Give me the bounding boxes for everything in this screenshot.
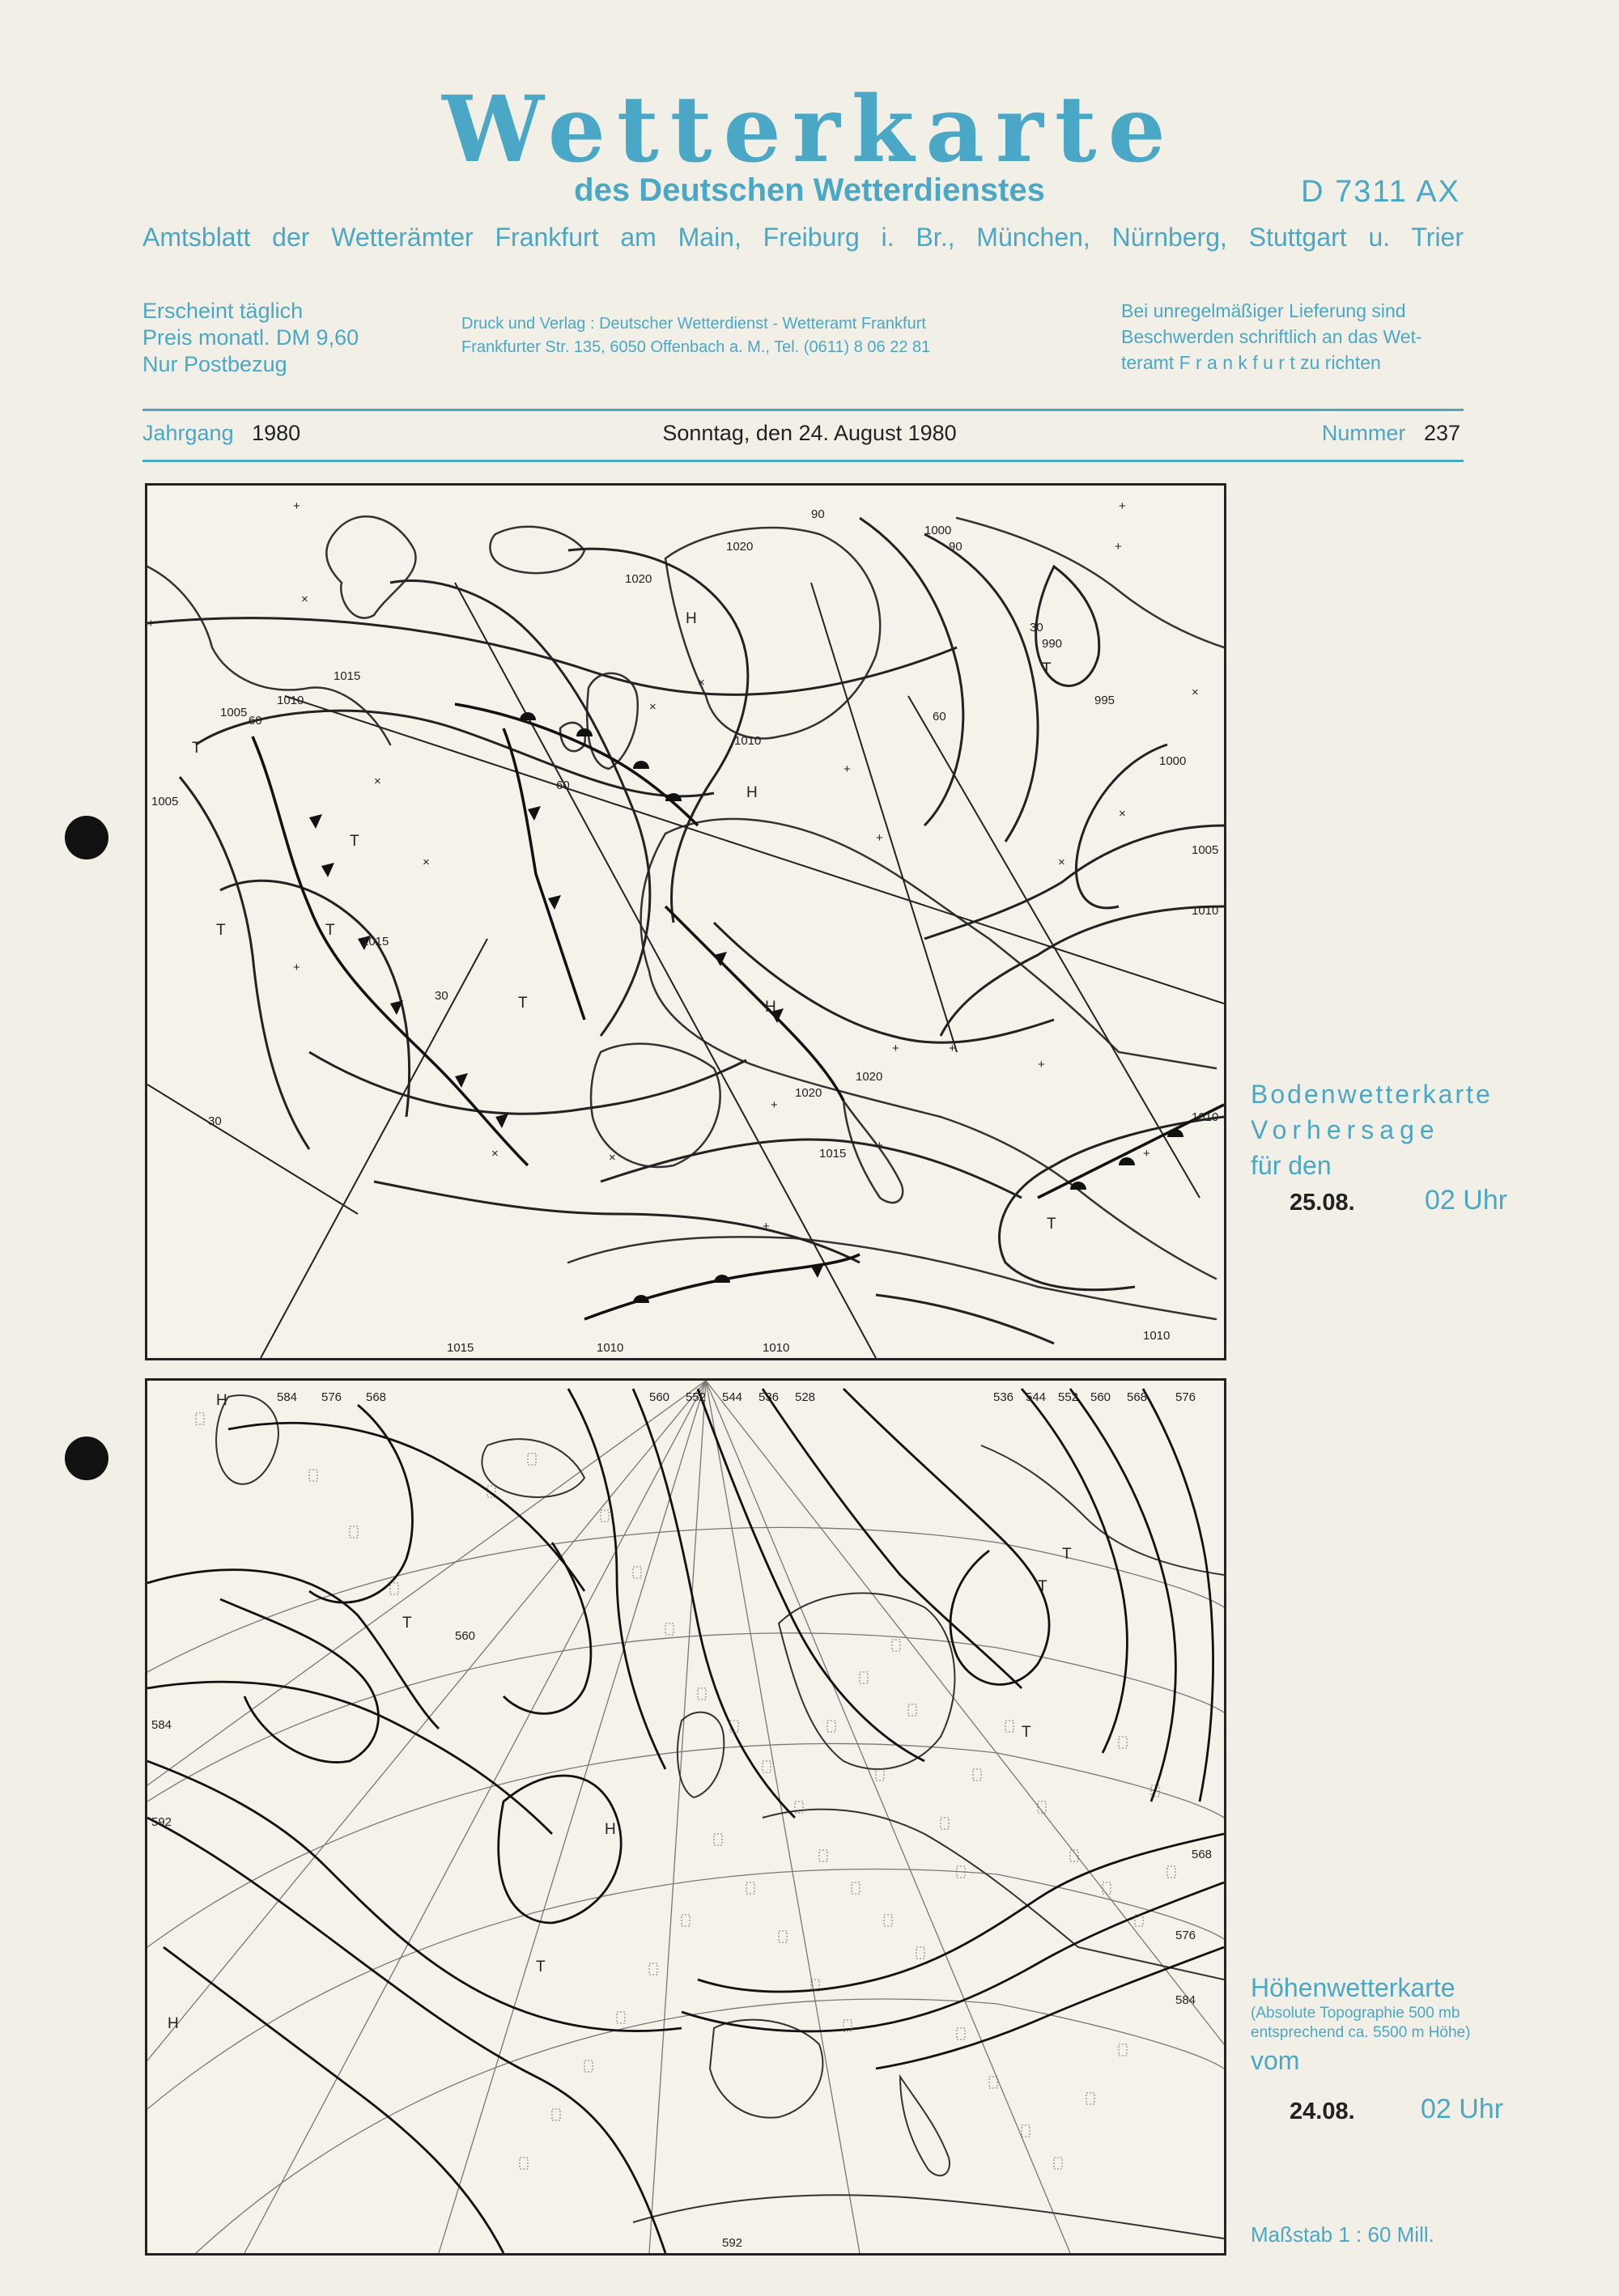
svg-text:×: × [1058,855,1065,869]
station-plot-mark [860,1672,868,1683]
svg-text:×: × [609,1151,616,1165]
station-plot-mark [1086,2093,1094,2104]
svg-text:+: + [1143,1147,1150,1161]
isobar-label: 1010 [1143,1329,1171,1343]
isobar-label: 1010 [1192,1110,1219,1124]
thickness-label: 90 [949,540,962,554]
pressure-center-group [192,610,1056,1233]
front-southwest [584,1254,860,1319]
thickness-label: 90 [811,507,825,521]
contour-label-top: 552 [1058,1390,1079,1404]
info-line: Nur Postbezug [142,352,287,376]
isobar-label: 1000 [1159,754,1187,768]
upper-caption [1251,1971,1470,2078]
isobar-label-group [151,524,1218,1355]
pressure-center-label: T [350,833,359,850]
svg-text:+: + [293,961,300,974]
caption-vorhersage: Vorhersage [1251,1115,1440,1144]
station-plot-mark [1103,1882,1111,1894]
station-plot-mark [852,1882,860,1894]
height-center-label: T [536,1959,546,1976]
pressure-center-label: T [192,740,202,757]
punch-hole-bottom [65,1437,108,1480]
info-line: teramt F r a n k f u r t zu richten [1121,352,1381,373]
surface-forecast-map [145,483,1226,1360]
svg-text:×: × [649,700,657,714]
height-center-label: T [1038,1578,1047,1595]
coastline-scandinavia [665,528,880,739]
thickness-label: 30 [208,1114,222,1128]
contour-label: 576 [1175,1929,1196,1942]
isobar-label: 1005 [1192,843,1219,857]
station-plot-mark [827,1721,835,1732]
surface-forecast-date: 25.08. [1290,1190,1355,1216]
coastline-africa [568,1237,1216,1319]
station-plot-mark [520,2158,528,2169]
isobar-label: 1020 [856,1070,883,1084]
station-plot-mark [916,1947,924,1959]
amtsblatt-line: Amtsblatt der Wetterämter Frankfurt am Main, Freiburg i. Br., München, Nürnberg, Stuttgart u. Trier [142,223,1464,252]
coastline-europe [641,819,1219,1279]
svg-text:+: + [771,1098,778,1112]
svg-text:×: × [1119,807,1126,821]
isobar-label: 1005 [151,795,179,808]
isobar-label: 995 [1094,694,1115,707]
thickness-label: 60 [933,710,946,724]
station-plot-mark [876,1769,884,1780]
isobar-label: 1000 [924,524,952,537]
station-plot-mark [390,1583,398,1594]
masthead-subtitle: des Deutschen Wetterdienstes [574,172,1045,208]
isobar-label: 1010 [1192,904,1219,918]
thickness-label-group [208,507,1043,1128]
contour-label-top: 568 [1127,1390,1148,1404]
height-center-group [168,1392,1072,2032]
isobar-label: 1020 [625,572,652,586]
svg-text:×: × [698,676,705,690]
pressure-center-label: T [1047,1216,1056,1233]
pressure-center-label: T [518,995,528,1012]
nummer-label: Nummer [1321,421,1406,445]
station-plot-mark [196,1413,204,1424]
svg-text:×: × [491,1147,499,1161]
info-line: Frankfurter Str. 135, 6050 Offenbach a. M., Tel. (0611) 8 06 22 81 [461,338,931,356]
height-center-label: H [216,1392,227,1409]
punch-hole-top [65,816,108,859]
svg-text:+: + [876,1139,883,1152]
station-plot-mark [779,1931,787,1942]
isobar-label: 990 [1042,637,1063,651]
station-plot-mark [714,1834,722,1845]
info-line: Druck und Verlag : Deutscher Wetterdienst - Wetteramt Frankfurt [461,315,926,333]
surface-caption [1251,1076,1493,1183]
station-plot-mark [528,1454,536,1465]
isobar-label: 1020 [795,1086,822,1100]
contour-label-top: 576 [1175,1390,1196,1404]
station-plot-mark [1022,2125,1030,2137]
info-line: Bei unregelmäßiger Lieferung sind [1121,300,1406,321]
station-plot-mark [1005,1721,1013,1732]
coastline-russia [957,518,1224,647]
isobar-label: 1015 [334,669,361,683]
svg-text:×: × [1192,685,1199,699]
upper-air-map [145,1378,1226,2256]
surface-forecast-time: 02 Uhr [1425,1185,1508,1216]
contour-label: 584 [151,1718,172,1732]
info-line: Erscheint täglich [142,299,304,323]
isobar-label: 1010 [734,734,762,748]
caption-bodenwetterkarte: Bodenwetterkarte [1251,1080,1493,1109]
caption-vom: vom [1251,2046,1300,2075]
map-scale: Maßstab 1 : 60 Mill. [1251,2222,1434,2247]
upper-map-date: 24.08. [1290,2099,1355,2124]
thickness-label: 60 [556,779,570,792]
rule-top [142,409,1464,411]
contour-label-top: 560 [1090,1390,1111,1404]
caption-hoehe: entsprechend ca. 5500 m Höhe) [1251,2024,1471,2041]
isobar-label: 1005 [220,706,248,719]
complaints-info [1121,298,1422,376]
station-plot-mark [309,1470,317,1481]
station-plot-mark [682,1915,690,1926]
station-plot-mark [884,1915,892,1926]
contour-label-top: 568 [366,1390,387,1404]
rule-bottom [142,460,1464,462]
svg-text:+: + [843,762,851,776]
cross-marker: + [293,499,300,513]
svg-text:+: + [147,617,155,630]
contour-label-top: 552 [686,1390,707,1404]
svg-text:×: × [374,775,381,788]
caption-hoehenwetterkarte: Höhenwetterkarte [1251,1973,1455,2002]
height-center-label: H [168,2015,179,2032]
info-line: Preis monatl. DM 9,60 [142,325,359,350]
station-plot-mark [892,1640,900,1651]
jahrgang-label: Jahrgang [142,421,234,445]
upper-map-time: 02 Uhr [1421,2094,1504,2124]
svg-text:+: + [1038,1058,1045,1072]
station-plot-mark [350,1526,358,1538]
station-plot-mark [973,1769,981,1780]
coastline-uk [587,673,638,769]
svg-text:+: + [949,1042,956,1055]
upper-map-drawing [147,1381,1224,2253]
contour-label-top: 544 [722,1390,743,1404]
station-plot-mark [601,1510,609,1521]
svg-text:+: + [892,1042,899,1055]
station-plot-mark [552,2109,560,2120]
nummer-value: 237 [1423,421,1460,445]
isobar-label: 1015 [447,1341,474,1355]
height-center-label: T [1062,1546,1072,1563]
pressure-center-label: H [686,610,697,627]
isobar-label: 1020 [726,540,754,554]
pressure-center-label: T [216,922,226,939]
publisher-info [461,312,930,359]
coastline-greenland [326,516,415,618]
subscription-info [142,298,359,378]
contour-label-top: 544 [1026,1390,1047,1404]
station-plot-mark [763,1761,771,1772]
station-plot-mark [941,1818,949,1829]
isobar-label: 1010 [277,694,304,707]
contour-label: 592 [722,2236,743,2250]
station-plot-mark [1119,2044,1127,2056]
station-plot-mark [746,1882,754,1894]
pressure-center-label: T [325,922,335,939]
station-plot-mark [649,1963,657,1975]
contour-label: 584 [1175,1993,1196,2007]
issue-date: Sonntag, den 24. August 1980 [662,421,957,445]
height-center-label: T [1022,1724,1031,1741]
pressure-center-label: H [746,784,758,801]
station-plot-mark [819,1850,827,1861]
station-plot-mark [665,1623,674,1635]
thickness-label: 30 [1030,621,1043,634]
svg-text:+: + [876,831,883,845]
thickness-label: 30 [435,989,448,1003]
surface-map-drawing [147,486,1224,1358]
height-center-label: T [402,1615,412,1632]
station-plot-mark [617,2012,625,2023]
contour-label-top: 584 [277,1390,298,1404]
info-line: Beschwerden schriftlich an das Wet- [1121,326,1422,347]
isobar-label: 1010 [763,1341,790,1355]
svg-text:+: + [1119,499,1126,513]
contour-label-top: 528 [795,1390,816,1404]
svg-text:×: × [301,592,308,606]
station-plot-mark [989,2077,997,2088]
isobar-label: 1015 [362,935,389,949]
masthead-title: Wetterkarte [442,77,1177,183]
height-center-label: H [605,1821,616,1838]
station-plot-mark [957,2028,965,2039]
svg-text:×: × [423,855,430,869]
pressure-center-label: T [1042,660,1052,677]
caption-absolute-topographie: (Absolute Topographie 500 mb [1251,2005,1460,2022]
isobar-label: 1010 [597,1341,624,1355]
station-plot-mark [1167,1866,1175,1878]
isobar-label: 1015 [819,1147,847,1161]
caption-fuer-den: für den [1251,1151,1332,1180]
contour-label-top: 536 [993,1390,1014,1404]
contour-label: 560 [455,1629,476,1643]
contour-label: 592 [151,1815,172,1829]
station-plot-mark [698,1688,706,1700]
station-plot-mark [1054,2158,1062,2169]
thickness-label: 60 [249,714,262,728]
contour-label-top-group [277,1390,1196,1404]
contour-label-top: 576 [321,1390,342,1404]
svg-text:+: + [1115,540,1122,554]
contour-label-top: 536 [759,1390,780,1404]
contour-label: 568 [1192,1848,1213,1861]
jahrgang-value: 1980 [252,421,301,445]
station-plot-mark [633,1567,641,1578]
issue-number [1322,421,1460,446]
station-plot-mark [584,2060,593,2072]
coastline-italy [843,1101,903,1203]
contour-label-top: 560 [649,1390,670,1404]
cold-front-atlantic [253,736,528,1165]
station-plot-mark [908,1704,916,1716]
station-plot-mark [1119,1737,1127,1748]
publication-code: D 7311 AX [1301,175,1460,209]
svg-text:+: + [763,1220,770,1233]
pressure-center-label: H [765,999,776,1016]
